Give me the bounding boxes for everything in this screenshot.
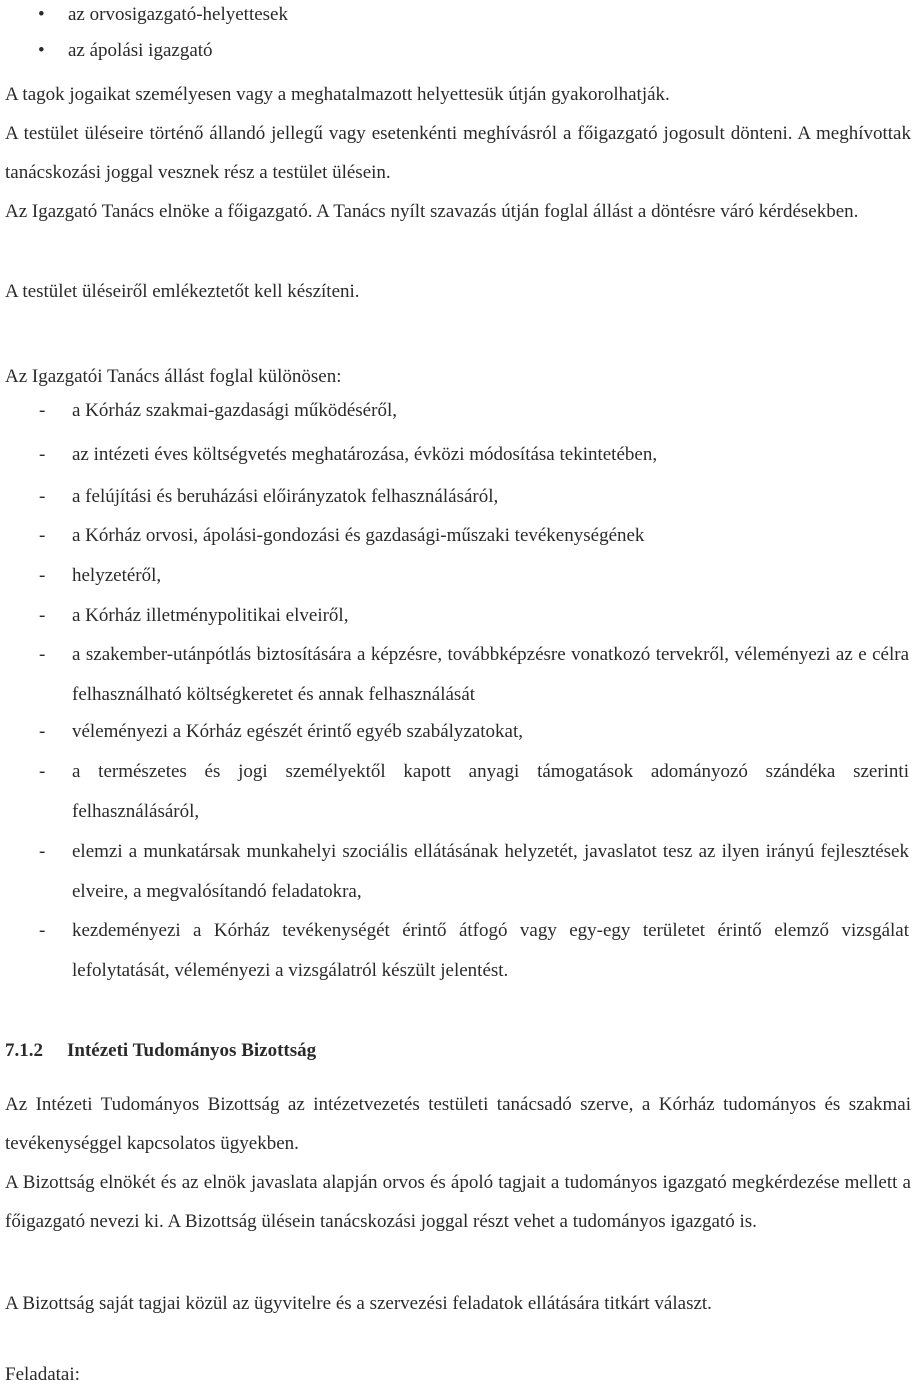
subsection-label: Feladatai: (5, 1364, 80, 1385)
list-item-text: kezdeményezi a Kórház tevékenységét érintő átfogó vagy egy-egy területet érintő elemző vizsgálat lefolytatását, véleményezi a vizsgálatról készült jelentést. (72, 920, 909, 981)
paragraph: A Bizottság saját tagjai közül az ügyvitelre és a szervezési feladatok ellátására titkárt választ. (5, 1293, 712, 1314)
list-item (0, 2, 914, 28)
list-item-text: a Kórház orvosi, ápolási-gondozási és gazdasági-műszaki tevékenységének (72, 525, 645, 546)
dash-mark: - (39, 565, 46, 586)
list-intro: Az Igazgatói Tanács állást foglal különösen: (5, 366, 342, 387)
section-heading (5, 1038, 316, 1064)
dash-mark: - (39, 486, 46, 507)
list-item-text: az ápolási igazgató (68, 40, 213, 61)
dash-mark: - (39, 721, 46, 742)
list-item-text: a szakember-utánpótlás biztosítására a képzésre, továbbképzésre vonatkozó tervekről, véleményezi az e célra felhasználható költségkeretet és annak felhasználását (72, 644, 909, 705)
list-item (0, 38, 914, 64)
list-item-text: az orvosigazgató-helyettesek (68, 4, 288, 25)
dash-mark: - (39, 400, 46, 421)
dash-mark: - (39, 444, 46, 465)
section-number: 7.1.2 (5, 1040, 43, 1061)
dash-mark: - (39, 525, 46, 546)
paragraph: A tagok jogaikat személyesen vagy a meghatalmazott helyettesük útján gyakorolhatják. (5, 84, 670, 105)
dash-mark: - (39, 920, 46, 941)
dash-mark: - (39, 644, 46, 665)
paragraph: A Bizottság elnökét és az elnök javaslata alapján orvos és ápoló tagjait a tudományos igazgató megkérdezése mellett a főigazgató nevezi ki. A Bizottság ülésein tanácskozási joggal részt vehet a tudományos igazgató is. (5, 1172, 911, 1232)
dash-mark: - (39, 841, 46, 862)
list-item-text: a felújítási és beruházási előirányzatok felhasználásáról, (72, 486, 499, 507)
list-item-text: az intézeti éves költségvetés meghatározása, évközi módosítása tekintetében, (72, 444, 658, 465)
paragraph: Az Igazgató Tanács elnöke a főigazgató. A Tanács nyílt szavazás útján foglal állást a döntésre váró kérdésekben. (5, 201, 859, 222)
paragraph: A testület üléseire történő állandó jellegű vagy esetenkénti meghívásról a főigazgató jogosult dönteni. A meghívottak tanácskozási joggal vesznek rész a testület ülésein. (5, 123, 911, 183)
list-item-text: véleményezi a Kórház egészét érintő egyéb szabályzatokat, (72, 721, 524, 742)
paragraph: A testület üléseiről emlékeztetőt kell készíteni. (5, 281, 360, 302)
dash-mark: - (39, 605, 46, 626)
dash-mark: - (39, 761, 46, 782)
list-item-text: a természetes és jogi személyektől kapott anyagi támogatások adományozó szándéka szerinti felhasználásáról, (72, 761, 909, 822)
list-item-text: helyzetéről, (72, 565, 162, 586)
list-item-text: elemzi a munkatársak munkahelyi szociális ellátásának helyzetét, javaslatot tesz az ilyen irányú fejlesztések elveire, a megvalósítandó feladatokra, (72, 841, 909, 902)
paragraph: Az Intézeti Tudományos Bizottság az intézetvezetés testületi tanácsadó szerve, a Kórház tudományos és szakmai tevékenységgel kapcsolatos ügyekben. (5, 1094, 911, 1154)
bullet-mark: • (38, 40, 45, 61)
list-item-text: a Kórház illetménypolitikai elveiről, (72, 605, 349, 626)
section-title: Intézeti Tudományos Bizottság (67, 1040, 317, 1061)
bullet-mark: • (38, 4, 45, 25)
list-item-text: a Kórház szakmai-gazdasági működéséről, (72, 400, 397, 421)
